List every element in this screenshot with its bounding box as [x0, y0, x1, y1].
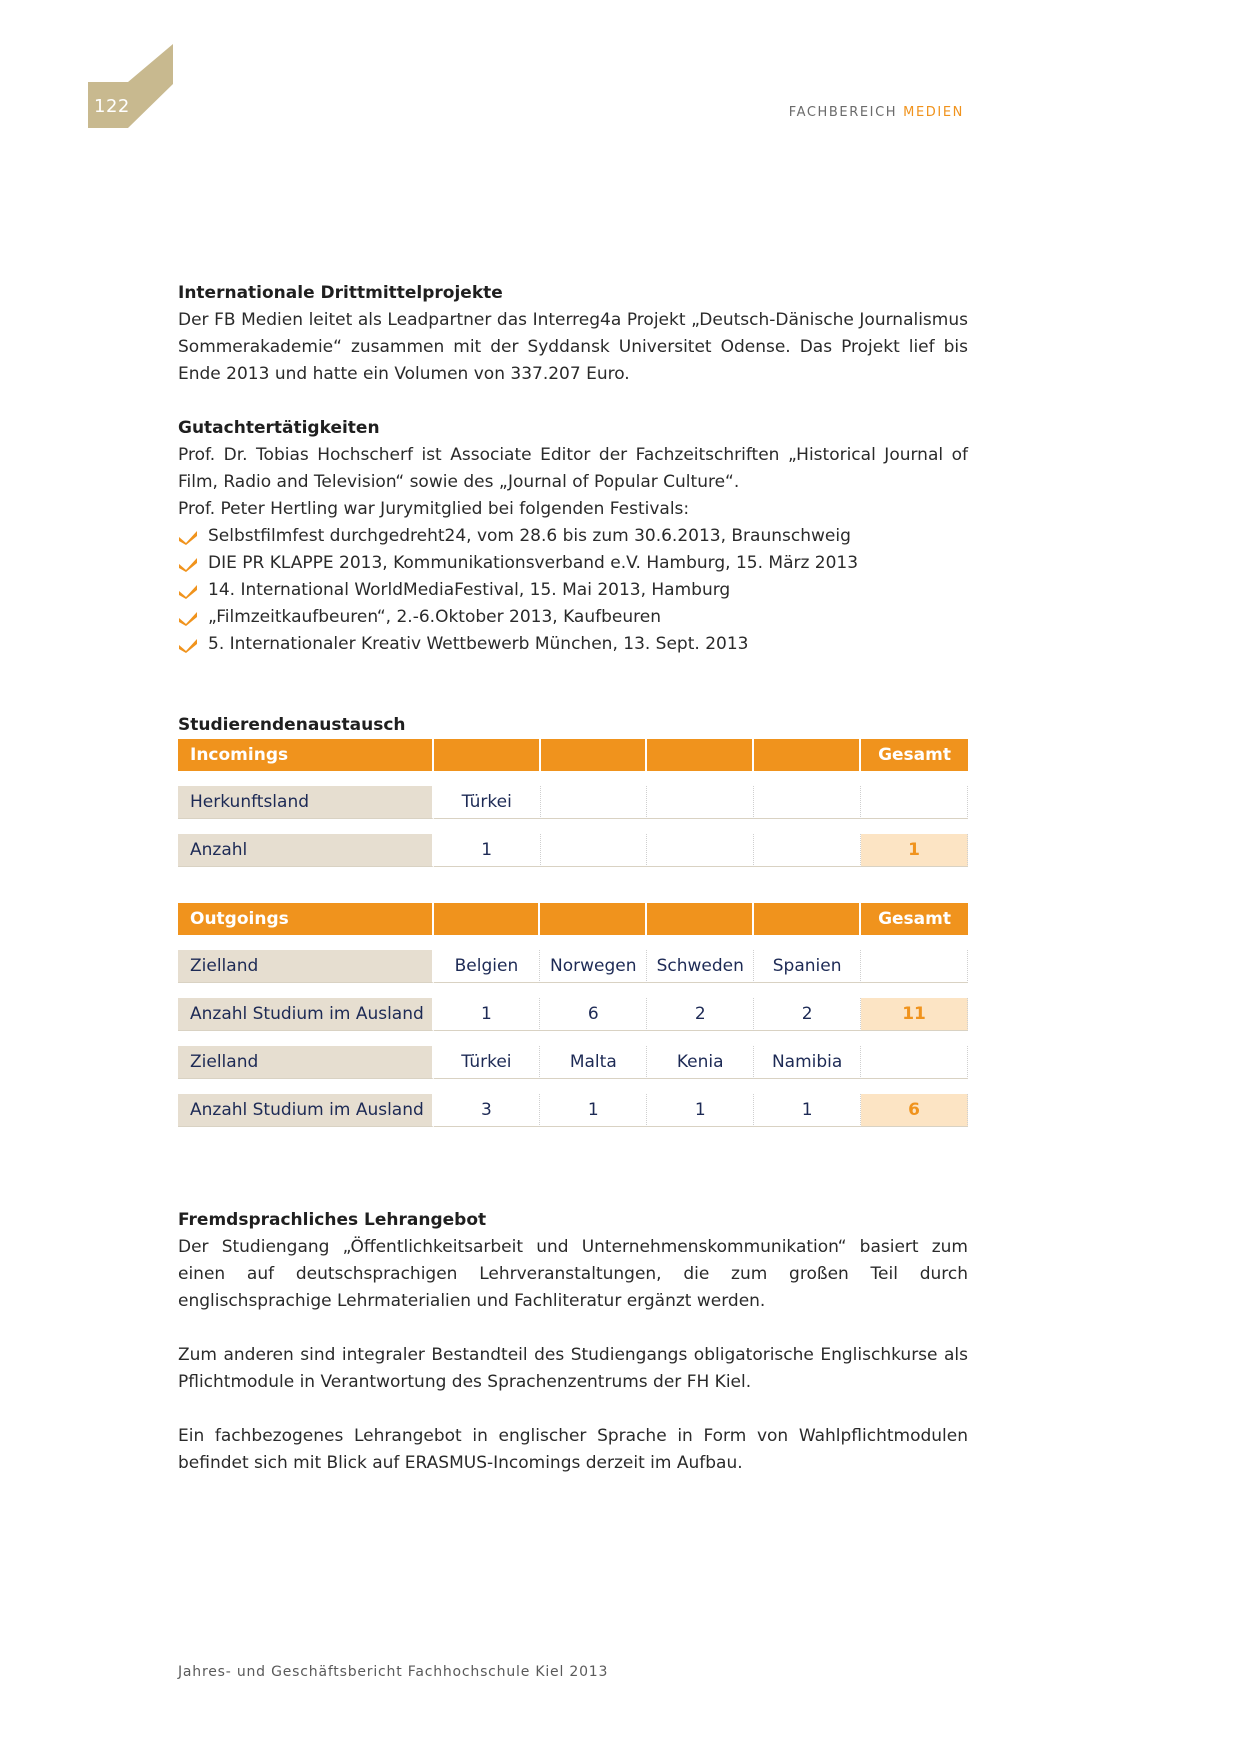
checkmark-icon	[178, 637, 198, 653]
section-heading: Gutachtertätigkeiten	[178, 418, 380, 438]
checkmark-icon	[178, 610, 198, 626]
section-austausch	[178, 712, 968, 1127]
festival-list	[178, 523, 968, 658]
checkmark-icon	[178, 556, 198, 572]
table-cell: Belgien	[434, 950, 541, 983]
row-label: Zielland	[178, 1046, 434, 1079]
page-number: 122	[94, 96, 130, 117]
section-heading: Internationale Drittmittelprojekte	[178, 283, 503, 303]
section-gutachter	[178, 415, 968, 658]
section-text: Prof. Dr. Tobias Hochscherf ist Associate Editor der Fachzeitschriften „Historical Journal of Film, Radio and Television“ sowie des „Journal of Popular Culture“.	[178, 445, 968, 492]
section-heading: Fremdsprachliches Lehrangebot	[178, 1210, 487, 1230]
table-cell: Malta	[540, 1046, 647, 1079]
table-cell: Türkei	[434, 1046, 541, 1079]
table-cell	[647, 834, 754, 867]
table-cell: 1	[434, 998, 541, 1031]
table-cell: 6	[540, 998, 647, 1031]
section-text: Zum anderen sind integraler Bestandteil des Studiengangs obligatorische Englischkurse als Pflichtmodule in Verantwortung des Sprachenzentrums der FH Kiel.	[178, 1345, 968, 1392]
table-row	[178, 950, 968, 983]
list-item: DIE PR KLAPPE 2013, Kommunikationsverband e.V. Hamburg, 15. März 2013	[178, 550, 968, 577]
table-cell	[861, 950, 968, 983]
section-text: Ein fachbezogenes Lehrangebot in englischer Sprache in Form von Wahlpflichtmodulen befindet sich mit Blick auf ERASMUS-Incomings derzeit im Aufbau.	[178, 1426, 968, 1473]
table-cell: Norwegen	[540, 950, 647, 983]
table-cell: 1	[540, 1094, 647, 1127]
checkmark-icon	[178, 583, 198, 599]
table-cell: Schweden	[647, 950, 754, 983]
table-row	[178, 1046, 968, 1079]
row-label: Anzahl Studium im Ausland	[178, 998, 434, 1031]
table-cell	[754, 834, 861, 867]
table-cell	[541, 834, 648, 867]
row-label: Anzahl Studium im Ausland	[178, 1094, 434, 1127]
page-footer: Jahres- und Geschäftsbericht Fachhochschule Kiel 2013	[178, 1664, 609, 1680]
table-cell	[647, 786, 754, 819]
table-cell	[861, 1046, 968, 1079]
section-text: Der FB Medien leitet als Leadpartner das Interreg4a Projekt „Deutsch-Dänische Journalismus Sommerakademie“ zusammen mit der Syddansk Universitet Odense. Das Projekt lief bis Ende 2013 und hatte ein Volumen von 337.207 Euro.	[178, 310, 968, 384]
table-cell: Namibia	[754, 1046, 861, 1079]
table-row	[178, 834, 968, 867]
total-cell: 11	[861, 998, 968, 1031]
table-header-row	[178, 739, 968, 771]
section-heading: Studierendenaustausch	[178, 715, 406, 735]
total-header: Gesamt	[861, 739, 968, 771]
list-item: 5. Internationaler Kreativ Wettbewerb München, 13. Sept. 2013	[178, 631, 968, 658]
table-row	[178, 786, 968, 819]
main-content	[178, 280, 968, 1477]
running-head-prefix: FACHBEREICH	[788, 105, 898, 120]
list-item: „Filmzeitkaufbeuren“, 2.-6.Oktober 2013, Kaufbeuren	[178, 604, 968, 631]
list-item: 14. International WorldMediaFestival, 15. Mai 2013, Hamburg	[178, 577, 968, 604]
table-cell: 2	[754, 998, 861, 1031]
row-label: Herkunftsland	[178, 786, 434, 819]
row-label: Zielland	[178, 950, 434, 983]
running-head-accent: MEDIEN	[903, 105, 964, 120]
section-text: Prof. Peter Hertling war Jurymitglied bei folgenden Festivals:	[178, 499, 690, 519]
table-cell: 1	[434, 834, 541, 867]
table-cell: 3	[434, 1094, 541, 1127]
table-row	[178, 998, 968, 1031]
total-cell: 1	[861, 834, 968, 867]
table-cell: 1	[647, 1094, 754, 1127]
row-label: Anzahl	[178, 834, 434, 867]
table-cell: Kenia	[647, 1046, 754, 1079]
table-cell: 1	[754, 1094, 861, 1127]
table-header-row	[178, 903, 968, 935]
running-head	[789, 105, 964, 120]
table-cell: Türkei	[434, 786, 541, 819]
table-title: Incomings	[178, 739, 434, 771]
table-cell: 2	[647, 998, 754, 1031]
section-drittmittel	[178, 280, 968, 388]
table-cell	[754, 786, 861, 819]
section-text: Der Studiengang „Öffentlichkeitsarbeit und Unternehmenskommunikation“ basiert zum einen auf deutschsprachigen Lehrveranstaltungen, die zum großen Teil durch englischsprachige Lehrmaterialien und Fachliteratur ergänzt werden.	[178, 1237, 968, 1311]
incomings-table	[178, 739, 968, 867]
table-row	[178, 1094, 968, 1127]
checkmark-icon	[178, 529, 198, 545]
total-header: Gesamt	[861, 903, 968, 935]
table-title: Outgoings	[178, 903, 434, 935]
section-fremdsprachlich	[178, 1207, 968, 1477]
table-cell: Spanien	[754, 950, 861, 983]
total-cell: 6	[861, 1094, 968, 1127]
outgoings-table	[178, 903, 968, 1127]
list-item: Selbstfilmfest durchgedreht24, vom 28.6 bis zum 30.6.2013, Braunschweig	[178, 523, 968, 550]
table-cell	[861, 786, 968, 819]
table-cell	[541, 786, 648, 819]
